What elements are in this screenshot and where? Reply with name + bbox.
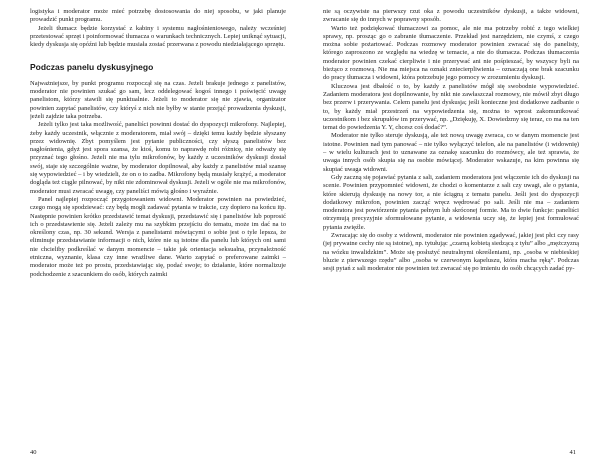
page-number-right: 41 [569,449,576,456]
paragraph: nie są oczywiste na pierwszy rzut oka z powodu uczestników dyskusji, a także widowni, zwracanie się do innych w poprawny sposób. [323,8,579,24]
paragraph: logistyka i moderator może mieć potrzebę dostosowania do niej sposobu, w jaki planuje prowadzić punkt programu. [30,8,286,24]
paragraph: Panel najlepiej rozpocząć przygotowaniem widowni. Moderator powinien na powiedzieć, czego mogą się spodziewać: czy będą mogli zadawać pytania w trakcie, czy dopiero na końcu itp. Następnie powinien krótko przedstawić temat dyskusji, przedstawić się i panelistów lub poprosić ich o przedstawienie się. Jeżeli zależy mu na szybkim przejściu do tematu, może im dać na to określony czas, np. 30 sekund. Wersja z panelistami mówiącymi o sobie jest o tyle lepsza, że eliminuje przedstawianie informacji o nich, które nie są istotne dla panelu lub których oni sami nie chcieliby podkreślać w danym momencie – takie jak orientacja seksualna, przynależność etniczna, wyznanie, klasa czy inne wrażliwe dane. Warto zapytać o preferowane zaimki – moderator może też po prostu, przedstawiając się, podać swoje; to działanie, które normalizuje podchodzenie z szacunkiem do osób, których zaimki [30,195,286,278]
paragraph: Warto też podziękować tłumaczowi za pomoc, ale nie ma potrzeby robić z tego wielkiej sprawy, np. prosząc go o zabranie tłumaczenie. Przekład jest narzędziem, nie czymś, z czego można sobie pożartować. Podczas rozmowy moderator powinien zwracać się do panelisty, którego zaproszono ze względu na wiedzę w temacie, a nie do tłumacza. Podczas tłumaczenia moderator powinien czekać cierpliwie i nie przerywać ani nie pośpieszać, by wszyscy byli na bieżąco z rozmową. Nie ma miejsca na oznaki zniecierpliwienia – oznaczają one brak szacunku do pracy tłumacza i widowni, która potrzebuje jego pomocy w zrozumieniu dyskusji. [323,24,579,82]
page-number-left: 40 [30,449,37,456]
right-column [323,8,579,274]
paragraph: Gdy zaczną się pojawiać pytania z sali, zadaniem moderatora jest włączenie ich do dyskusji na scenie. Powinien przypomnieć widowni, że chodzi o komentarze z sali czy uwagi, ale o pytania, które skierują dyskusję na nowy tor, a nie ściągną z tematu panelu. Jeśli jest do dyspozycji dodatkowy mikrofon, powinien zacząć wręcz wędrować po sali. Jeśli nie ma – zadaniem moderatora jest powtórzenie pytania pełnym lub skróconej formie. Ma to dwie funkcje: paneliści otrzymują precyzyjnie sformułowane pytanie, a widownia uczy się, że lepiej jest formułować pytania zwięźle. [323,173,579,231]
paragraph: Kluczowa jest dbałość o to, by każdy z panelistów mógł się swobodnie wypowiedzieć. Zadaniem moderatora jest dopilnowanie, by nikt nie zawłaszczał rozmowy, nie mówił zbyt długo bez przerw i przerywania. Celem panelu jest dyskusja; jeśli konieczne jest dodatkowe zadbanie o to, by każdy miał przestrzeń na wypowiedzenia się, można to wprost zakomunikować uczestnikom i bez skrupułów im przerywać, np. „Dziękuję, X. Dowiedzmy się teraz, co ma na ten temat do powiedzenia Y. Y, chcesz coś dodać?”. [323,82,579,132]
left-page [30,8,286,458]
paragraph: Zwracając się do osoby z widowni, moderator nie powinien zgadywać, jakiej jest płci czy rasy (jej prywatne cechy nie są istotne), np. tytułując „czarną kobietą siedzącą z tyłu” albo „mężczyzną na wózku inwalidzkim”. Może się posłużyć neutralnymi określeniami, np. „osoba w niebieskiej bluzie z pierwszego rzędu” albo „osoba w czerwonym kapeluszu, która macha ręką”. Podczas sesji pytań z sali moderator nie powinien też zwracać się po imieniu do osób chcących zadać py- [323,232,579,273]
paragraph: Moderator nie tylko steruje dyskusją, ale też nową uwagę zwraca, co w danym momencie jest istotne. Powinien nad tym panować – nie tylko wyłączyć telefon, ale na panelistów (i widownię) – w wielu kulturach jest to uznawane za oznakę szacunku do rozmówcy, ale też sprawia, że uwaga innych osób skupia się na osobie mówiącej. Moderator wskazuje, na kim powinna się skupiać uwaga widowni. [323,132,579,173]
left-column [30,8,286,279]
section-heading: Podczas panelu dyskusyjnego [30,62,154,73]
paragraph: Jeżeli tylko jest taka możliwość, paneliści powinni dostać do dyspozycji mikrofony. Najlepiej, żeby każdy uczestnik, włącznie z moderatorem, miał swój – dzięki temu każdy będzie słyszany przez widownię. Zbyt pomyślem jest pytanie publiczności, czy słyszą panelistów bez nagłośnienia, gdyż jest spora szansa, że ktoś, komu to naprawdę robi różnicę, nie odważy się przyznać tego głośno. Jeżeli nie ma tylu mikrofonów, by każdy z uczestników dyskusji dostał swój, staje się szczególnie ważne, by moderator dopilnował, aby każdy z panelistów miał szansę się wypowiedzieć – i by wiedzieli, że on o to zadba. Mikrofony będą musiały krążyć, a moderator dogląda też ciągle pilnować, by nikt nie zdominował dyskusji. Jeżeli w ogóle nie ma mikrofonów, moderator musi zwracać uwagę, czy paneliści mówią głośno i wyraźnie. [30,121,286,195]
paragraph: Najważniejsze, by punkt programu rozpoczął się na czas. Jeżeli brakuje jednego z panelistów, moderator nie powinien szukać go sam, lecz oddelegować kogoś innego i poświęcić uwagę panelistom, którzy stawili się punktualnie. Jeżeli to moderator się nie zjawia, organizator powinien zapytać panelistów, czy któryś z nich nie byłby w stanie przejąć prowadzenia dyskusji, jeżeli zajdzie taka potrzeba. [30,79,286,120]
paragraph: Jeżeli tłumacz będzie korzystać z kabiny i systemu nagłośnieniowego, należy wcześniej przetestować sprzęt i poinformować tłumacza o warunkach technicznych. Lepiej uniknąć sytuacji, kiedy dyskusja się opóźni lub będzie musiała zostać przerwana z powodu niedziałającego sprzętu. [30,24,286,49]
right-page [323,8,579,458]
